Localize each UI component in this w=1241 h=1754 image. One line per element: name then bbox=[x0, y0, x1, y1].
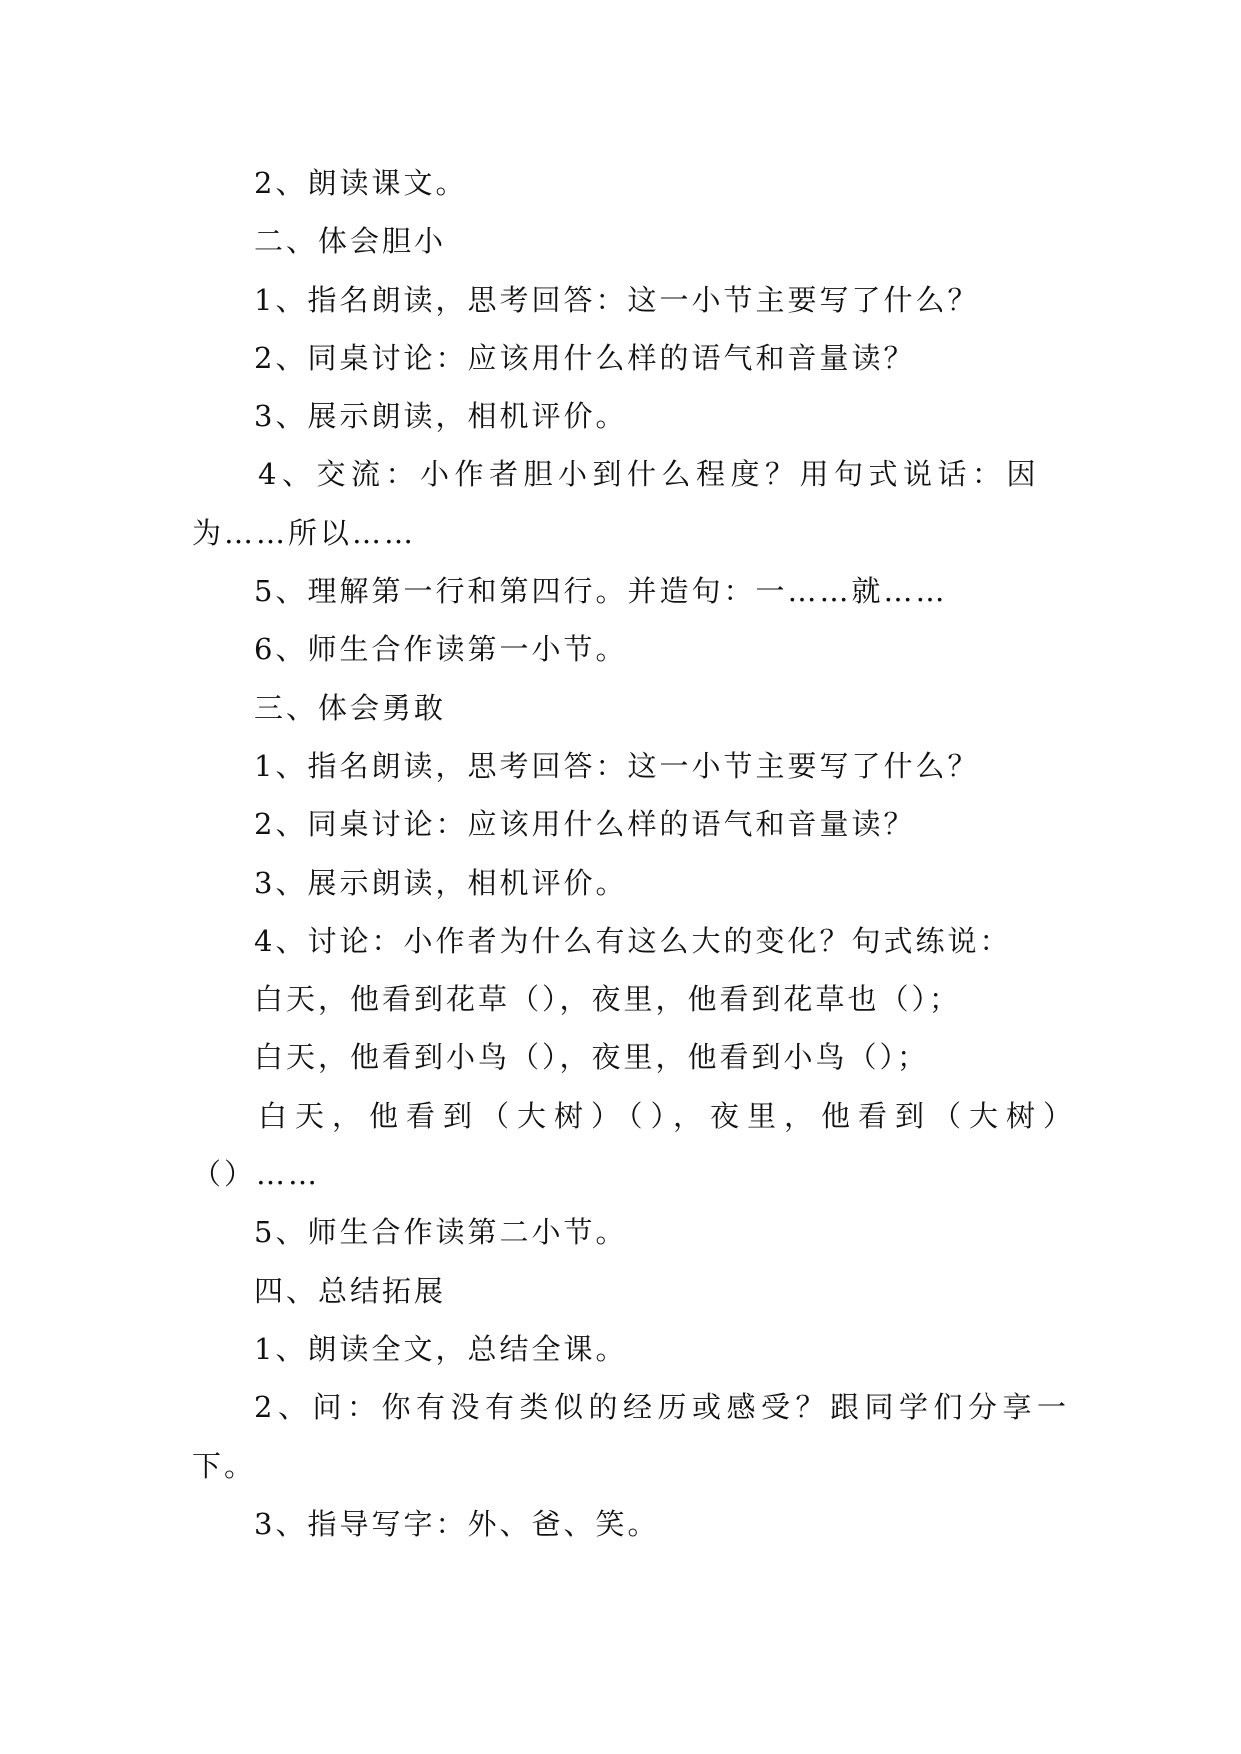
text-line-continuation: （）…… bbox=[192, 1157, 321, 1192]
text-line: 2、朗读课文。 bbox=[254, 166, 468, 200]
text-line: 5、理解第一行和第四行。并造句：一……就…… bbox=[254, 574, 948, 609]
text-line: 白天，他看到小鸟（），夜里，他看到小鸟（）； bbox=[254, 1040, 930, 1075]
text-line: 1、朗读全文，总结全课。 bbox=[254, 1331, 628, 1366]
text-line: 1、指名朗读，思考回答：这一小节主要写了什么？ bbox=[254, 282, 980, 317]
text-line-continuation: 下。 bbox=[192, 1448, 257, 1483]
text-line: 4、讨论：小作者为什么有这么大的变化？句式练说： bbox=[254, 923, 1012, 958]
text-line: 3、展示朗读，相机评价。 bbox=[254, 865, 628, 900]
text-line: 2、问：你有没有类似的经历或感受？跟同学们分享一 bbox=[254, 1390, 1072, 1425]
document-body bbox=[192, 154, 1081, 1553]
text-line: 2、同桌讨论：应该用什么样的语气和音量读？ bbox=[254, 807, 916, 842]
text-line: 5、师生合作读第二小节。 bbox=[254, 1215, 628, 1250]
text-line-continuation: 为……所以…… bbox=[192, 515, 417, 550]
section-heading: 四、总结拓展 bbox=[254, 1273, 447, 1308]
text-line: 3、指导写字：外、爸、笑。 bbox=[254, 1506, 660, 1541]
section-heading: 二、体会胆小 bbox=[254, 224, 447, 259]
text-line: 1、指名朗读，思考回答：这一小节主要写了什么？ bbox=[254, 748, 980, 783]
text-line: 3、展示朗读，相机评价。 bbox=[254, 399, 628, 434]
text-line: 2、同桌讨论：应该用什么样的语气和音量读？ bbox=[254, 340, 916, 375]
text-line: 白天，他看到花草（），夜里，他看到花草也（）； bbox=[254, 982, 962, 1017]
text-line: 4、交流：小作者胆小到什么程度？用句式说话：因 bbox=[258, 457, 1041, 492]
section-heading: 三、体会勇敢 bbox=[254, 690, 447, 725]
text-line: 6、师生合作读第一小节。 bbox=[254, 632, 628, 667]
text-line: 白天，他看到（大树）（），夜里，他看到（大树） bbox=[258, 1098, 1081, 1133]
